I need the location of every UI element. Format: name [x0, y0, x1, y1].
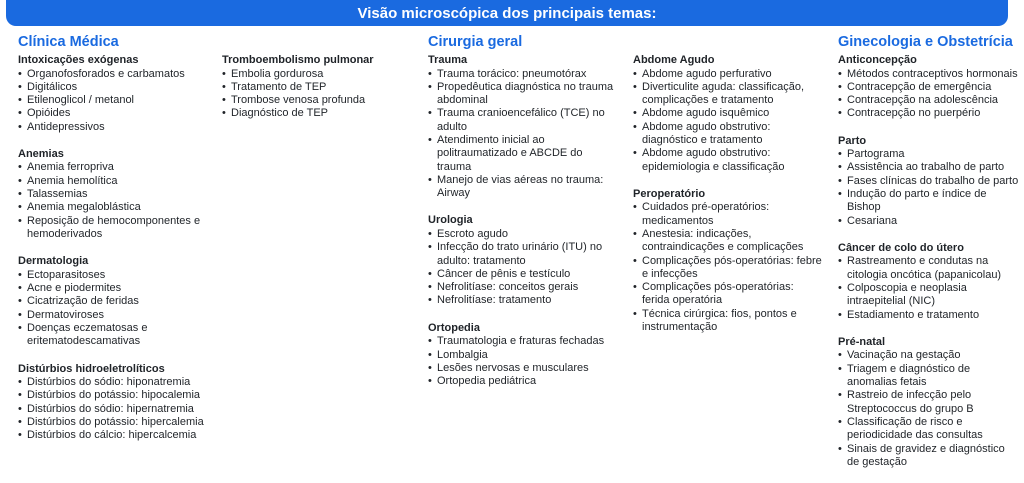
list-item: • Classificação de risco e periodicidade das consultas — [838, 416, 1020, 443]
list-item: • Trombose venosa profunda — [222, 94, 412, 107]
list-item: • Contracepção no puerpério — [838, 107, 1020, 120]
list-item: • Colposcopia e neoplasia intraepitelial (NIC) — [838, 282, 1020, 309]
list-item: • Tratamento de TEP — [222, 81, 412, 94]
list-item: • Assistência ao trabalho de parto — [838, 161, 1020, 174]
section-title: Tromboembolismo pulmonar — [222, 54, 374, 66]
list-item: • Câncer de pênis e testículo — [428, 268, 618, 281]
list-item: • Rastreio de infecção pelo Streptococcus do grupo B — [838, 389, 1020, 416]
topic-column-3 — [428, 32, 618, 402]
list-item: • Doenças eczematosas e eritematodescamativas — [18, 322, 208, 349]
column-heading: Cirurgia geral — [428, 34, 523, 50]
list-item: • Trauma torácico: pneumotórax — [428, 68, 618, 81]
list-item: • Distúrbios do sódio: hiponatremia — [18, 376, 208, 389]
list-item: • Acne e piodermites — [18, 282, 208, 295]
topic-list — [428, 68, 618, 201]
title-banner — [6, 0, 1008, 26]
section-title: Anemias — [18, 147, 64, 160]
topic-list — [633, 68, 823, 174]
list-item: • Infecção do trato urinário (ITU) no adulto: tratamento — [428, 241, 618, 268]
list-item: • Triagem e diagnóstico de anomalias fetais — [838, 363, 1020, 390]
list-item: • Opióides — [18, 107, 208, 120]
list-item: • Complicações pós-operatórias: ferida operatória — [633, 281, 823, 308]
column-heading: Clínica Médica — [18, 34, 119, 50]
list-item: • Ectoparasitoses — [18, 269, 208, 282]
list-item: • Antidepressivos — [18, 121, 208, 134]
list-item: • Nefrolitíase: tratamento — [428, 294, 618, 307]
list-item: • Traumatologia e fraturas fechadas — [428, 335, 618, 348]
list-item: • Diverticulite aguda: classificação, complicações e tratamento — [633, 81, 823, 108]
list-item: • Contracepção na adolescência — [838, 94, 1020, 107]
list-item: • Anemia ferropriva — [18, 161, 208, 174]
list-item: • Sinais de gravidez e diagnóstico de gestação — [838, 443, 1020, 470]
column-heading — [633, 32, 823, 54]
list-item: • Organofosforados e carbamatos — [18, 68, 208, 81]
column-heading — [222, 32, 412, 54]
topic-list — [18, 269, 208, 349]
list-item: • Atendimento inicial ao politraumatizado e ABCDE do trauma — [428, 134, 618, 174]
topic-list — [18, 376, 208, 442]
topic-column-1 — [18, 32, 208, 457]
list-item: • Digitálicos — [18, 81, 208, 94]
list-item: • Técnica cirúrgica: fios, pontos e instrumentação — [633, 308, 823, 335]
section-title: Distúrbios hidroeletrolíticos — [18, 362, 165, 375]
topic-list — [18, 68, 208, 134]
list-item: • Manejo de vias aéreas no trauma: Airway — [428, 174, 618, 201]
topic-column-2 — [222, 32, 412, 135]
section-title: Trauma — [428, 54, 468, 66]
topic-list — [838, 148, 1020, 228]
list-item: • Anemia hemolítica — [18, 175, 208, 188]
list-item: • Etilenoglicol / metanol — [18, 94, 208, 107]
section-title: Câncer de colo do útero — [838, 241, 964, 254]
list-item: • Cuidados pré-operatórios: medicamentos — [633, 201, 823, 228]
list-item: • Distúrbios do cálcio: hipercalcemia — [18, 429, 208, 442]
list-item: • Métodos contraceptivos hormonais — [838, 68, 1020, 81]
list-item: • Propedêutica diagnóstica no trauma abdominal — [428, 81, 618, 108]
list-item: • Embolia gordurosa — [222, 68, 412, 81]
section-title: Intoxicações exógenas — [18, 54, 139, 66]
section-title: Peroperatório — [633, 187, 706, 200]
list-item: • Abdome agudo obstrutivo: epidemiologia e classificação — [633, 147, 823, 174]
list-item: • Cesariana — [838, 215, 1020, 228]
list-item: • Rastreamento e condutas na citologia oncótica (papanicolau) — [838, 255, 1020, 282]
list-item: • Indução do parto e índice de Bishop — [838, 188, 1020, 215]
topic-list — [18, 161, 208, 241]
list-item: • Contracepção de emergência — [838, 81, 1020, 94]
list-item: • Partograma — [838, 148, 1020, 161]
list-item: • Reposição de hemocomponentes e hemoderivados — [18, 215, 208, 242]
list-item: • Anestesia: indicações, contraindicações e complicações — [633, 228, 823, 255]
list-item: • Ortopedia pediátrica — [428, 375, 618, 388]
list-item: • Distúrbios do sódio: hipernatremia — [18, 403, 208, 416]
topic-column-5 — [838, 32, 1020, 483]
topic-list — [838, 255, 1020, 321]
list-item: • Abdome agudo perfurativo — [633, 68, 823, 81]
list-item: • Cicatrização de feridas — [18, 295, 208, 308]
list-item: • Trauma cranioencefálico (TCE) no adulto — [428, 107, 618, 134]
list-item: • Anemia megaloblástica — [18, 201, 208, 214]
list-item: • Lesões nervosas e musculares — [428, 362, 618, 375]
list-item: • Distúrbios do potássio: hipocalemia — [18, 389, 208, 402]
list-item: • Nefrolitíase: conceitos gerais — [428, 281, 618, 294]
topic-list — [838, 68, 1020, 121]
topic-column-4 — [633, 32, 823, 348]
list-item: • Estadiamento e tratamento — [838, 309, 1020, 322]
list-item: • Diagnóstico de TEP — [222, 107, 412, 120]
list-item: • Vacinação na gestação — [838, 349, 1020, 362]
topic-list — [633, 201, 823, 334]
topic-list — [428, 228, 618, 308]
list-item: • Abdome agudo obstrutivo: diagnóstico e tratamento — [633, 121, 823, 148]
section-title: Anticoncepção — [838, 54, 917, 66]
list-item: • Escroto agudo — [428, 228, 618, 241]
section-title: Ortopedia — [428, 321, 480, 334]
column-heading: Ginecologia e Obstetrícia — [838, 34, 1013, 50]
list-item: • Talassemias — [18, 188, 208, 201]
list-item: • Dermatoviroses — [18, 309, 208, 322]
section-title: Abdome Agudo — [633, 54, 715, 66]
section-title: Parto — [838, 134, 867, 147]
topic-list — [428, 335, 618, 388]
list-item: • Complicações pós-operatórias: febre e infecções — [633, 255, 823, 282]
section-title: Urologia — [428, 214, 473, 227]
topic-list — [222, 68, 412, 121]
list-item: • Fases clínicas do trabalho de parto — [838, 175, 1020, 188]
section-title: Dermatologia — [18, 255, 89, 268]
topic-list — [838, 349, 1020, 469]
list-item: • Distúrbios do potássio: hipercalemia — [18, 416, 208, 429]
banner-title: Visão microscópica dos principais temas: — [357, 4, 657, 22]
list-item: • Abdome agudo isquêmico — [633, 107, 823, 120]
section-title: Pré-natal — [838, 335, 886, 348]
list-item: • Lombalgia — [428, 349, 618, 362]
